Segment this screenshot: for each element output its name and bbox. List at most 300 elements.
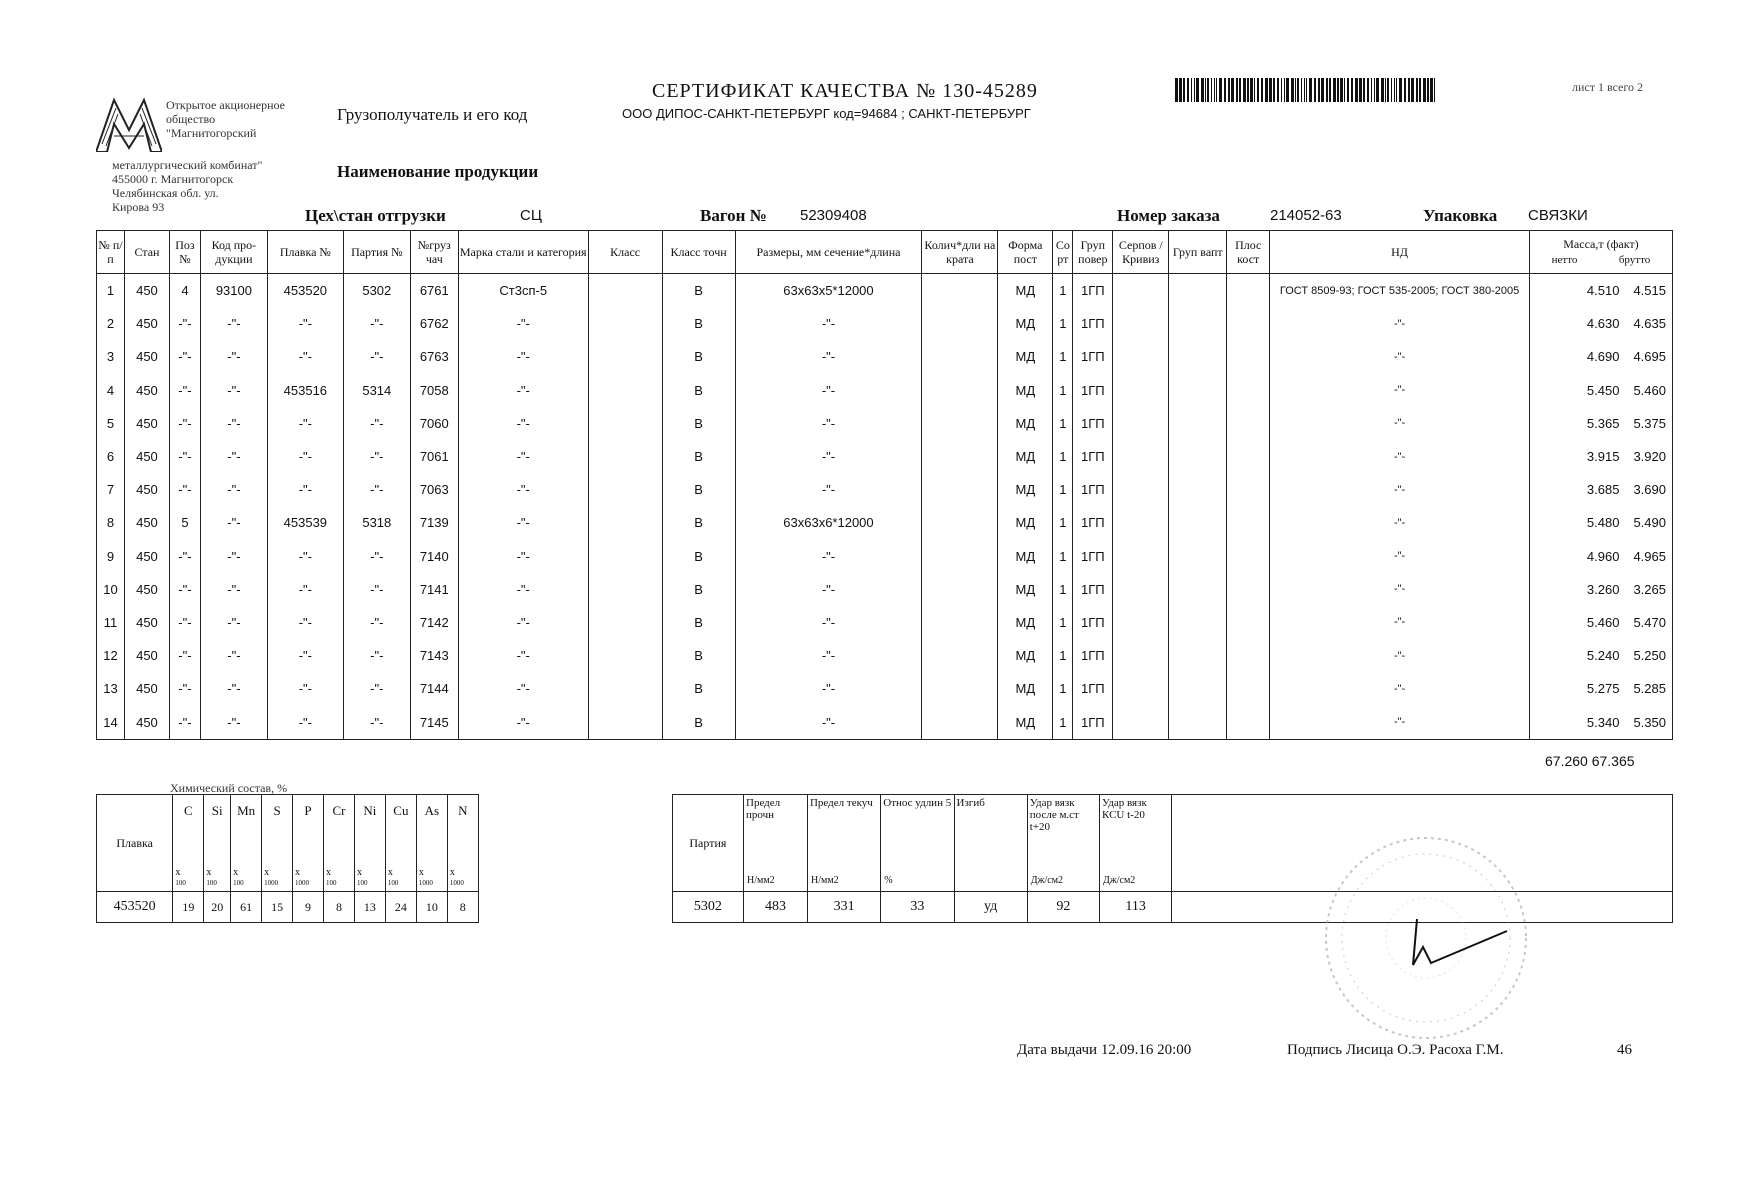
barcode-bar xyxy=(1333,78,1336,102)
cell-empty xyxy=(588,473,662,506)
cell-nd: -"- xyxy=(1270,440,1530,473)
col-plos: Плос кост xyxy=(1227,231,1270,274)
cell-forma: МД xyxy=(998,274,1053,308)
barcode-bar xyxy=(1404,78,1406,102)
element-symbol: Ni xyxy=(363,803,377,818)
cell-nd: -"- xyxy=(1270,705,1530,739)
col-klass-toch: Класс точн xyxy=(662,231,735,274)
col-kod: Код про-дукции xyxy=(200,231,267,274)
col-mass xyxy=(1529,231,1672,274)
packing-label: Упаковка xyxy=(1423,206,1498,225)
mmk-logo xyxy=(96,96,162,152)
cell-brutto: 4.965 xyxy=(1633,548,1666,564)
cell-netto: 4.630 xyxy=(1586,316,1620,332)
mech-unit: % xyxy=(884,875,893,886)
barcode-bar xyxy=(1340,78,1343,102)
barcode-bar xyxy=(1381,78,1384,102)
cell-empty xyxy=(922,540,998,573)
cell-empty xyxy=(1113,440,1169,473)
barcode-bar xyxy=(1216,78,1217,102)
cell-mass xyxy=(1529,705,1672,739)
cell-nagr: 7061 xyxy=(410,440,458,473)
cell-pos: -"- xyxy=(169,672,200,705)
cell-grup: 1ГП xyxy=(1073,639,1113,672)
cell-empty xyxy=(588,639,662,672)
barcode-bar xyxy=(1286,78,1289,102)
barcode-bar xyxy=(1423,78,1426,102)
cell-empty xyxy=(922,274,998,308)
cell-kod: -"- xyxy=(200,407,267,440)
cell-klass_toch: В xyxy=(662,440,735,473)
cell-marka: -"- xyxy=(458,307,588,340)
cell-plavka: 453539 xyxy=(267,506,343,539)
cell-empty xyxy=(1169,473,1227,506)
cell-empty xyxy=(922,672,998,705)
cell-nd: -"- xyxy=(1270,374,1530,407)
cell-nagr: 7063 xyxy=(410,473,458,506)
barcode-bar xyxy=(1430,78,1433,102)
col-grup-pov: Груп повер xyxy=(1073,231,1113,274)
col-kolich: Колич*дли на крата xyxy=(922,231,998,274)
barcode-bar xyxy=(1297,78,1299,102)
mech-unit: Дж/см2 xyxy=(1103,875,1136,886)
element-multiplier: x 100 xyxy=(233,867,244,887)
table-row xyxy=(97,672,1673,705)
cell-pos: -"- xyxy=(169,340,200,373)
cell-empty xyxy=(1113,639,1169,672)
cell-nd: -"- xyxy=(1270,573,1530,606)
barcode-bar xyxy=(1304,78,1305,102)
cell-mass xyxy=(1529,672,1672,705)
cell-marka: -"- xyxy=(458,340,588,373)
cell-kod: -"- xyxy=(200,672,267,705)
table-row xyxy=(97,407,1673,440)
cell-empty xyxy=(1169,672,1227,705)
mech-header xyxy=(881,795,954,892)
cell-grup: 1ГП xyxy=(1073,672,1113,705)
chem-element-value: 8 xyxy=(447,892,478,923)
cell-n: 2 xyxy=(97,307,125,340)
table-row xyxy=(97,473,1673,506)
cell-netto: 4.510 xyxy=(1586,283,1620,299)
cell-partiya: -"- xyxy=(343,340,410,373)
cell-stan: 450 xyxy=(124,374,169,407)
cell-grup: 1ГП xyxy=(1073,606,1113,639)
cell-empty xyxy=(1113,705,1169,739)
cell-brutto: 3.920 xyxy=(1633,449,1666,465)
cell-nagr: 7142 xyxy=(410,606,458,639)
barcode-bar xyxy=(1371,78,1372,102)
cell-marka: -"- xyxy=(458,573,588,606)
cell-partiya: -"- xyxy=(343,540,410,573)
cell-netto: 4.960 xyxy=(1586,548,1620,564)
barcode-bar xyxy=(1281,78,1282,102)
barcode-bar xyxy=(1321,78,1324,102)
cell-empty xyxy=(922,606,998,639)
cell-empty xyxy=(588,374,662,407)
cell-netto: 5.460 xyxy=(1586,614,1620,630)
cell-klass_toch: В xyxy=(662,672,735,705)
cell-empty xyxy=(588,440,662,473)
cell-mass xyxy=(1529,606,1672,639)
cell-mass xyxy=(1529,473,1672,506)
cell-klass_toch: В xyxy=(662,307,735,340)
cell-nd: -"- xyxy=(1270,540,1530,573)
cell-nd: -"- xyxy=(1270,672,1530,705)
cell-partiya: -"- xyxy=(343,440,410,473)
chem-element-header xyxy=(447,795,478,892)
cell-empty xyxy=(1169,374,1227,407)
cell-plavka: -"- xyxy=(267,340,343,373)
table-row xyxy=(97,506,1673,539)
cell-empty xyxy=(588,540,662,573)
cell-grup: 1ГП xyxy=(1073,540,1113,573)
packing-value: СВЯЗКИ xyxy=(1528,207,1588,224)
barcode-bar xyxy=(1269,78,1272,102)
cell-plavka: -"- xyxy=(267,407,343,440)
netto-header: нетто xyxy=(1551,254,1578,266)
cell-razmery: -"- xyxy=(735,606,922,639)
cell-nagr: 7140 xyxy=(410,540,458,573)
cell-mass xyxy=(1529,274,1672,308)
barcode-bar xyxy=(1387,78,1389,102)
cell-grup: 1ГП xyxy=(1073,473,1113,506)
element-multiplier: x 100 xyxy=(326,867,337,887)
barcode-bar xyxy=(1191,78,1192,102)
barcode-bar xyxy=(1214,78,1215,102)
cell-stan: 450 xyxy=(124,340,169,373)
cell-marka: -"- xyxy=(458,374,588,407)
cell-mass xyxy=(1529,340,1672,373)
cell-n: 4 xyxy=(97,374,125,407)
certificate-title: СЕРТИФИКАТ КАЧЕСТВА № 130-45289 xyxy=(652,80,1038,102)
barcode-bar xyxy=(1347,78,1349,102)
cell-empty xyxy=(922,307,998,340)
mech-name: Предел прочн xyxy=(746,797,781,821)
cell-empty xyxy=(1169,639,1227,672)
cell-brutto: 5.470 xyxy=(1633,614,1666,630)
cell-empty xyxy=(588,606,662,639)
element-symbol: N xyxy=(458,803,468,818)
cell-partiya: -"- xyxy=(343,573,410,606)
chem-plavka-header xyxy=(97,795,173,892)
barcode-bar xyxy=(1250,78,1253,102)
element-multiplier: x 100 xyxy=(206,867,217,887)
cell-empty xyxy=(588,573,662,606)
cell-empty xyxy=(1113,274,1169,308)
cell-empty xyxy=(588,705,662,739)
cell-pos: -"- xyxy=(169,705,200,739)
cell-empty xyxy=(1169,506,1227,539)
cell-netto: 3.685 xyxy=(1586,482,1620,498)
col-num: № п/п xyxy=(97,231,125,274)
cell-mass xyxy=(1529,573,1672,606)
cell-pos: 5 xyxy=(169,506,200,539)
cell-grup: 1ГП xyxy=(1073,705,1113,739)
cell-stan: 450 xyxy=(124,473,169,506)
table-row xyxy=(97,307,1673,340)
cell-empty xyxy=(1113,540,1169,573)
chem-element-value: 20 xyxy=(204,892,231,923)
cell-nagr: 7144 xyxy=(410,672,458,705)
cell-partiya: 5318 xyxy=(343,506,410,539)
element-symbol: C xyxy=(184,803,193,818)
cell-stan: 450 xyxy=(124,440,169,473)
cell-partiya: -"- xyxy=(343,407,410,440)
cell-pos: 4 xyxy=(169,274,200,308)
cell-empty xyxy=(588,274,662,308)
barcode-bar xyxy=(1396,78,1397,102)
cell-nd: -"- xyxy=(1270,340,1530,373)
cell-empty xyxy=(1227,606,1270,639)
barcode-bar xyxy=(1284,78,1285,102)
cell-mass xyxy=(1529,440,1672,473)
cell-empty xyxy=(1169,407,1227,440)
cell-sort: 1 xyxy=(1053,374,1073,407)
cell-pos: -"- xyxy=(169,606,200,639)
barcode-bar xyxy=(1391,78,1392,102)
issue-date: Дата выдачи 12.09.16 20:00 xyxy=(1017,1042,1192,1058)
cell-empty xyxy=(1169,540,1227,573)
cell-nagr: 7139 xyxy=(410,506,458,539)
multiplier-value: 100 xyxy=(206,879,217,887)
cell-empty xyxy=(922,705,998,739)
barcode-bar xyxy=(1427,78,1429,102)
cell-forma: МД xyxy=(998,506,1053,539)
cell-n: 10 xyxy=(97,573,125,606)
cell-nd: -"- xyxy=(1270,639,1530,672)
cell-n: 12 xyxy=(97,639,125,672)
element-multiplier: x 100 xyxy=(175,867,186,887)
cell-kod: -"- xyxy=(200,340,267,373)
cell-brutto: 3.690 xyxy=(1633,482,1666,498)
col-klass: Класс xyxy=(588,231,662,274)
chem-plavka-label: Плавка xyxy=(116,835,153,850)
barcode-bar xyxy=(1239,78,1241,102)
cell-nagr: 7143 xyxy=(410,639,458,672)
cell-empty xyxy=(1227,274,1270,308)
chem-element-value: 13 xyxy=(354,892,385,923)
cell-empty xyxy=(1169,274,1227,308)
cell-pos: -"- xyxy=(169,407,200,440)
cell-partiya: -"- xyxy=(343,705,410,739)
cell-nagr: 7060 xyxy=(410,407,458,440)
cell-stan: 450 xyxy=(124,506,169,539)
cell-marka: -"- xyxy=(458,639,588,672)
chem-element-value: 9 xyxy=(293,892,324,923)
cell-empty xyxy=(1169,440,1227,473)
cell-empty xyxy=(1113,573,1169,606)
cell-netto: 5.450 xyxy=(1586,382,1620,398)
cell-mass xyxy=(1529,407,1672,440)
cell-nagr: 7141 xyxy=(410,573,458,606)
element-symbol: Mn xyxy=(237,803,256,818)
signature-line: Подпись Лисица О.Э. Расоха Г.М. xyxy=(1287,1042,1504,1058)
cell-klass_toch: В xyxy=(662,340,735,373)
cell-razmery: -"- xyxy=(735,473,922,506)
chem-gap xyxy=(478,892,672,923)
multiplier-value: 1000 xyxy=(295,879,310,887)
cell-plavka: -"- xyxy=(267,573,343,606)
cell-kod: -"- xyxy=(200,573,267,606)
barcode-bar xyxy=(1254,78,1255,102)
cell-empty xyxy=(1227,506,1270,539)
chem-element-value: 19 xyxy=(173,892,204,923)
cell-kod: -"- xyxy=(200,374,267,407)
barcode-bar xyxy=(1236,78,1238,102)
barcode-bar xyxy=(1394,78,1395,102)
mech-name: Удар вязк после м.ст t+20 xyxy=(1029,797,1079,833)
mech-value: 483 xyxy=(744,892,808,923)
cell-empty xyxy=(1227,307,1270,340)
cell-sort: 1 xyxy=(1053,440,1073,473)
cell-marka: -"- xyxy=(458,672,588,705)
cell-netto: 3.915 xyxy=(1586,449,1620,465)
cell-stan: 450 xyxy=(124,573,169,606)
chem-partiya-value: 5302 xyxy=(672,892,743,923)
chem-element-header xyxy=(416,795,447,892)
cell-empty xyxy=(1113,407,1169,440)
table-row xyxy=(97,374,1673,407)
cell-empty xyxy=(1169,340,1227,373)
mass-header: Масса,т (факт) xyxy=(1563,237,1639,251)
table-row xyxy=(97,540,1673,573)
cell-marka: Ст3сп-5 xyxy=(458,274,588,308)
cell-razmery: -"- xyxy=(735,672,922,705)
barcode-bar xyxy=(1306,78,1307,102)
chem-element-header xyxy=(354,795,385,892)
chem-element-header xyxy=(324,795,355,892)
cell-empty xyxy=(1227,705,1270,739)
barcode-bar xyxy=(1359,78,1362,102)
cell-empty xyxy=(922,440,998,473)
cell-kod: -"- xyxy=(200,473,267,506)
col-partiya: Партия № xyxy=(343,231,410,274)
cell-nd: -"- xyxy=(1270,473,1530,506)
order-label: Номер заказа xyxy=(1117,206,1220,225)
cell-empty xyxy=(588,407,662,440)
cell-razmery: -"- xyxy=(735,307,922,340)
barcode-bar xyxy=(1228,78,1230,102)
cell-klass_toch: В xyxy=(662,705,735,739)
chem-element-header xyxy=(385,795,416,892)
cell-netto: 5.365 xyxy=(1586,415,1620,431)
cell-klass_toch: В xyxy=(662,506,735,539)
cell-brutto: 5.350 xyxy=(1633,714,1666,730)
barcode-bar xyxy=(1224,78,1226,102)
table-row xyxy=(97,440,1673,473)
multiplier-value: 100 xyxy=(326,879,337,887)
ceh-label: Цех\стан отгрузки xyxy=(305,206,446,225)
barcode xyxy=(1175,78,1440,102)
cell-razmery: -"- xyxy=(735,440,922,473)
element-multiplier: x 100 xyxy=(387,867,399,887)
cell-razmery: -"- xyxy=(735,573,922,606)
cell-razmery: -"- xyxy=(735,540,922,573)
cell-mass xyxy=(1529,540,1672,573)
mech-name: Изгиб xyxy=(956,797,985,809)
cell-klass_toch: В xyxy=(662,540,735,573)
cell-plavka: -"- xyxy=(267,540,343,573)
barcode-bar xyxy=(1265,78,1268,102)
cell-brutto: 5.250 xyxy=(1633,648,1666,664)
cell-empty xyxy=(922,473,998,506)
cell-partiya: -"- xyxy=(343,606,410,639)
cell-partiya: -"- xyxy=(343,672,410,705)
cell-brutto: 5.285 xyxy=(1633,681,1666,697)
cell-nagr: 7058 xyxy=(410,374,458,407)
org-line: общество xyxy=(166,112,216,126)
cell-kod: -"- xyxy=(200,440,267,473)
org-line: металлургический комбинат" xyxy=(112,158,263,172)
cell-plavka: -"- xyxy=(267,440,343,473)
cell-grup: 1ГП xyxy=(1073,374,1113,407)
mech-unit: Дж/см2 xyxy=(1030,875,1064,886)
col-razmery: Размеры, мм сечение*длина xyxy=(735,231,922,274)
cell-stan: 450 xyxy=(124,540,169,573)
cell-sort: 1 xyxy=(1053,705,1073,739)
cell-netto: 3.260 xyxy=(1586,581,1620,597)
col-plavka: Плавка № xyxy=(267,231,343,274)
cell-forma: МД xyxy=(998,705,1053,739)
cell-sort: 1 xyxy=(1053,606,1073,639)
cell-stan: 450 xyxy=(124,274,169,308)
cell-empty xyxy=(1113,340,1169,373)
cell-n: 7 xyxy=(97,473,125,506)
mass-total: 67.260 67.365 xyxy=(1545,753,1635,769)
barcode-bar xyxy=(1416,78,1418,102)
cell-n: 9 xyxy=(97,540,125,573)
cell-empty xyxy=(1113,606,1169,639)
mech-name: Предел текуч xyxy=(809,797,873,809)
barcode-bar xyxy=(1318,78,1320,102)
cell-razmery: -"- xyxy=(735,639,922,672)
cell-empty xyxy=(1227,672,1270,705)
cell-n: 5 xyxy=(97,407,125,440)
cell-marka: -"- xyxy=(458,540,588,573)
order-value: 214052-63 xyxy=(1270,207,1342,224)
cell-kod: -"- xyxy=(200,705,267,739)
cell-grup: 1ГП xyxy=(1073,274,1113,308)
cell-n: 3 xyxy=(97,340,125,373)
cell-pos: -"- xyxy=(169,540,200,573)
cell-brutto: 4.515 xyxy=(1633,283,1666,299)
cell-netto: 5.480 xyxy=(1586,515,1620,531)
cell-nd: -"- xyxy=(1270,506,1530,539)
org-line: Открытое акционерное xyxy=(166,98,286,112)
cell-forma: МД xyxy=(998,606,1053,639)
cell-n: 6 xyxy=(97,440,125,473)
barcode-bar xyxy=(1179,78,1182,102)
cell-marka: -"- xyxy=(458,606,588,639)
cell-grup: 1ГП xyxy=(1073,573,1113,606)
barcode-bar xyxy=(1175,78,1178,102)
cell-sort: 1 xyxy=(1053,506,1073,539)
cell-mass xyxy=(1529,374,1672,407)
chem-element-value: 8 xyxy=(324,892,355,923)
cell-sort: 1 xyxy=(1053,573,1073,606)
cell-empty xyxy=(1227,340,1270,373)
cell-nd: -"- xyxy=(1270,407,1530,440)
barcode-bar xyxy=(1399,78,1402,102)
chem-plavka-value: 453520 xyxy=(97,892,173,923)
cell-empty xyxy=(922,639,998,672)
element-symbol: Si xyxy=(211,803,223,818)
cell-sort: 1 xyxy=(1053,540,1073,573)
element-multiplier: x 1000 xyxy=(418,867,433,887)
cell-plavka: 453516 xyxy=(267,374,343,407)
element-symbol: Cr xyxy=(332,803,346,818)
